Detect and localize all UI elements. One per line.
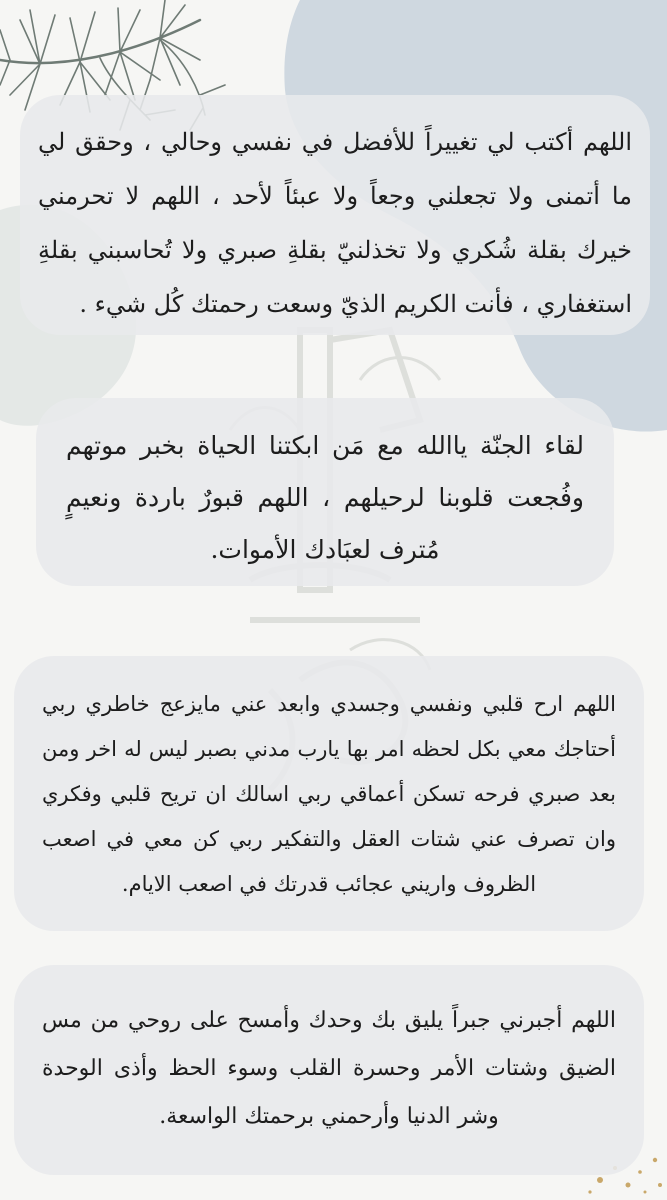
dua-card-2 <box>36 398 614 586</box>
dua-text: اللهم ارح قلبي ونفسي وجسدي وابعد عني مايزعج خاطري ربي أحتاجك معي بكل لحظه امر بها يارب مدني بصبر ليس له اخر ومن بعد صبري فرحه تسكن أعماقي ربي اسالك ان تريح قلبي وفكري وان تصرف عني شتات العقل والتفكير ربي كن معي في اصعب الظروف واريني عجائب قدرتك في اصعب الايام. <box>42 692 616 896</box>
dua-text: لقاء الجنّة ياالله مع مَن ابكتنا الحياة بخبر موتهم وفُجعت قلوبنا لرحيلهم ، اللهم قبورٌ باردة ونعيمٍ مُترف لعبَادك الأموات. <box>66 431 584 564</box>
dua-card-1 <box>20 95 650 335</box>
dua-card-3 <box>14 656 644 931</box>
dua-card-4 <box>14 965 644 1175</box>
dua-text: اللهم أكتب لي تغييراً للأفضل في نفسي وحالي ، وحقق لي ما أتمنى ولا تجعلني وجعاً ولا عبئاً لأحد ، اللهم لا تحرمني خيرك بقلة شُكري ولا تخذلنيّ بقلةِ صبري ولا تُحاسبني بقلةِ استغفاري ، فأنت الكريم الذيّ وسعت رحمتك كُل شيء . <box>38 128 633 318</box>
dua-text: اللهم أجبرني جبراً يليق بك وحدك وأمسح على روحي من مس الضيق وشتات الأمر وحسرة القلب وسوء الحظ وأذى الوحدة وشر الدنيا وأرحمني برحمتك الواسعة. <box>42 1008 616 1129</box>
